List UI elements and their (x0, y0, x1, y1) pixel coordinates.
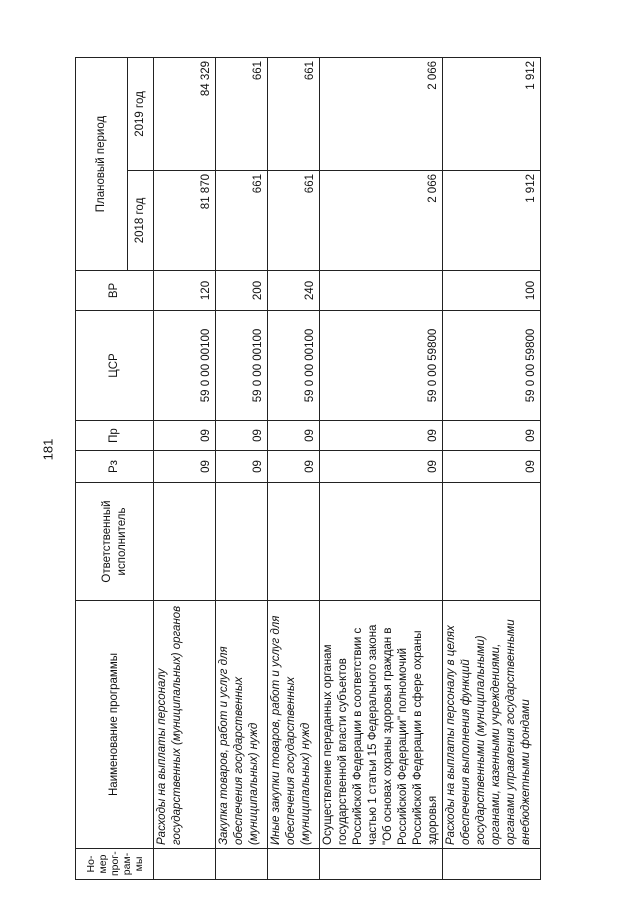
pr-code: 09 (154, 421, 216, 451)
amount-2018: 661 (268, 171, 320, 271)
pr-code: 09 (320, 421, 443, 451)
header-executor: Ответственный исполнитель (76, 483, 154, 601)
executor (320, 483, 443, 601)
header-csr: ЦСР (76, 311, 154, 421)
executor (443, 483, 541, 601)
table-row (216, 57, 268, 879)
row-number (268, 849, 320, 880)
csr-code: 59 0 00 00100 (216, 311, 268, 421)
header-2019: 2019 год (128, 57, 154, 170)
rz-code: 09 (268, 451, 320, 483)
header-rz: Рз (76, 451, 154, 483)
program-name: Иные закупки товаров, работ и услуг для обеспечения государственных (муниципальных) нужд (268, 601, 320, 849)
pr-code: 09 (216, 421, 268, 451)
table-row (154, 57, 216, 879)
rz-code: 09 (216, 451, 268, 483)
vr-code (320, 271, 443, 311)
row-number (443, 849, 541, 880)
vr-code: 200 (216, 271, 268, 311)
amount-2019: 1 912 (443, 57, 541, 170)
budget-table (75, 57, 541, 880)
executor (216, 483, 268, 601)
header-vr: ВР (76, 271, 154, 311)
table-row (268, 57, 320, 879)
program-name: Расходы на выплаты персоналу государственных (муниципальных) органов (154, 601, 216, 849)
amount-2019: 2 066 (320, 57, 443, 170)
amount-2019: 661 (216, 57, 268, 170)
executor (154, 483, 216, 601)
rz-code: 09 (154, 451, 216, 483)
amount-2018: 1 912 (443, 171, 541, 271)
pr-code: 09 (268, 421, 320, 451)
csr-code: 59 0 00 59800 (320, 311, 443, 421)
pr-code: 09 (443, 421, 541, 451)
header-planned-period: Плановый период (76, 57, 128, 270)
amount-2019: 661 (268, 57, 320, 170)
header-2018: 2018 год (128, 171, 154, 271)
amount-2018: 661 (216, 171, 268, 271)
row-number (320, 849, 443, 880)
amount-2018: 2 066 (320, 171, 443, 271)
header-number: Но-мер прог-рам-мы (76, 849, 154, 880)
csr-code: 59 0 00 00100 (268, 311, 320, 421)
header-program-name: Наименование программы (76, 601, 154, 849)
row-number (216, 849, 268, 880)
program-name: Расходы на выплаты персоналу в целях обеспечения выполнения функций государственными (муниципальными) органами, казенными учреждениями, органами управления государственными внебюджетными фондами (443, 601, 541, 849)
amount-2018: 81 870 (154, 171, 216, 271)
row-number (154, 849, 216, 880)
amount-2019: 84 329 (154, 57, 216, 170)
csr-code: 59 0 00 59800 (443, 311, 541, 421)
vr-code: 100 (443, 271, 541, 311)
rz-code: 09 (443, 451, 541, 483)
table-row (320, 57, 443, 879)
page-number: 181 (40, 438, 56, 461)
rz-code: 09 (320, 451, 443, 483)
program-name: Осуществление переданных органам государственной власти субъектов Российской Федерации в соответствии с частью 1 статьи 15 Федерального закона "Об основах охраны здоровья граждан в Российской Федерации" полномочий Российской Федерации в сфере охраны здоровья (320, 601, 443, 849)
csr-code: 59 0 00 00100 (154, 311, 216, 421)
executor (268, 483, 320, 601)
vr-code: 120 (154, 271, 216, 311)
vr-code: 240 (268, 271, 320, 311)
table-row (443, 57, 541, 879)
budget-table-rotated (75, 58, 537, 880)
program-name: Закупка товаров, работ и услуг для обеспечения государственных (муниципальных) нужд (216, 601, 268, 849)
header-pr: Пр (76, 421, 154, 451)
